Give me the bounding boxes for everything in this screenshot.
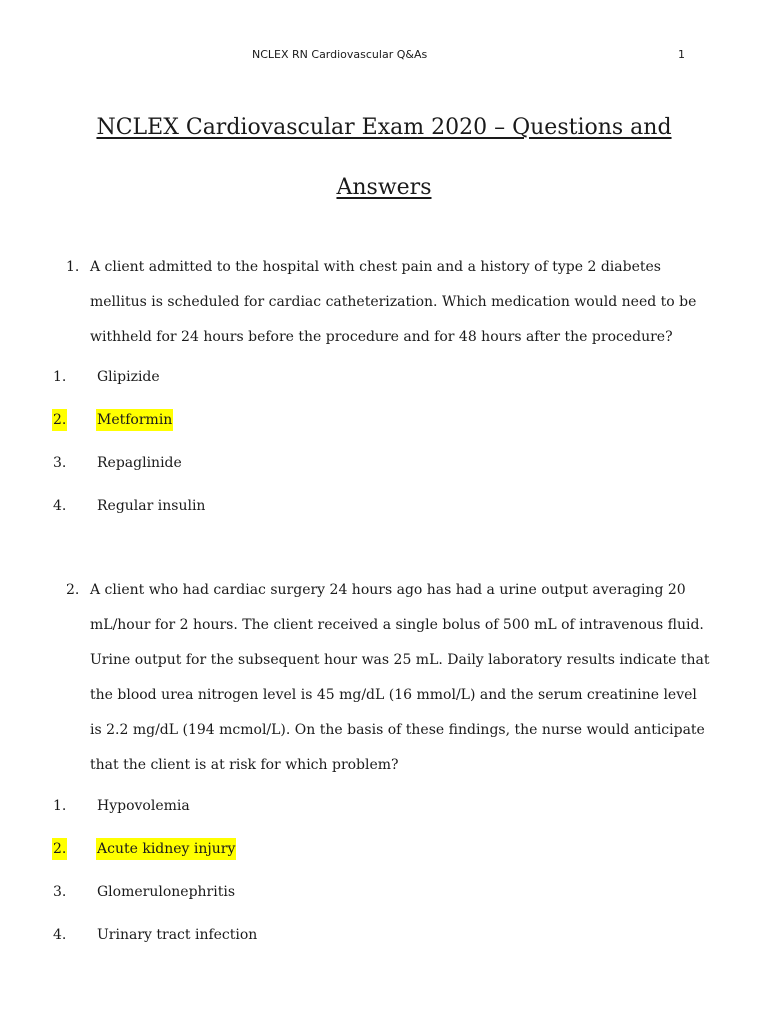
page-number: 1 [678, 48, 685, 61]
question-text: A client admitted to the hospital with chest pain and a history of type 2 diabetes mellitus is scheduled for cardiac catheterization. Which medication would need to be withheld for 24 hours before the procedure and for 48 hours after the procedure? [90, 259, 697, 345]
option-number: 4. [53, 498, 67, 514]
option-text: Metformin [96, 409, 173, 431]
option-number: 3. [53, 884, 67, 900]
option-number: 2. [52, 409, 67, 431]
option-text: Repaglinide [97, 455, 182, 471]
option-text: Regular insulin [97, 498, 206, 514]
option-text: Glomerulonephritis [97, 884, 236, 900]
document-title: NCLEX Cardiovascular Exam 2020 – Questions and Answers [96, 115, 672, 200]
option-text: Acute kidney injury [96, 838, 236, 860]
question-number: 2. [66, 582, 80, 598]
option-number: 4. [53, 927, 67, 943]
option-text: Hypovolemia [97, 798, 190, 814]
option-number: 3. [53, 455, 67, 471]
question-number: 1. [66, 259, 80, 275]
running-header-title: NCLEX RN Cardiovascular Q&As [252, 48, 428, 61]
question-text: A client who had cardiac surgery 24 hours ago has had a urine output averaging 20 mL/hour for 2 hours. The client received a single bolus of 500 mL of intravenous fluid. Urine output for the subsequent hour was 25 mL. Daily laboratory results indicate that the blood urea nitrogen level is 45 mg/dL (16 mmol/L) and the serum creatinine level is 2.2 mg/dL (194 mcmol/L). On the basis of these findings, the nurse would anticipate that the client is at risk for which problem? [90, 582, 710, 773]
option-number: 2. [52, 838, 67, 860]
option-text: Urinary tract infection [97, 927, 258, 943]
option-number: 1. [53, 798, 67, 814]
question-1 [66, 250, 712, 355]
option-text: Glipizide [97, 369, 160, 385]
option-number: 1. [53, 369, 67, 385]
page-header [0, 48, 768, 66]
question-2 [66, 573, 712, 783]
